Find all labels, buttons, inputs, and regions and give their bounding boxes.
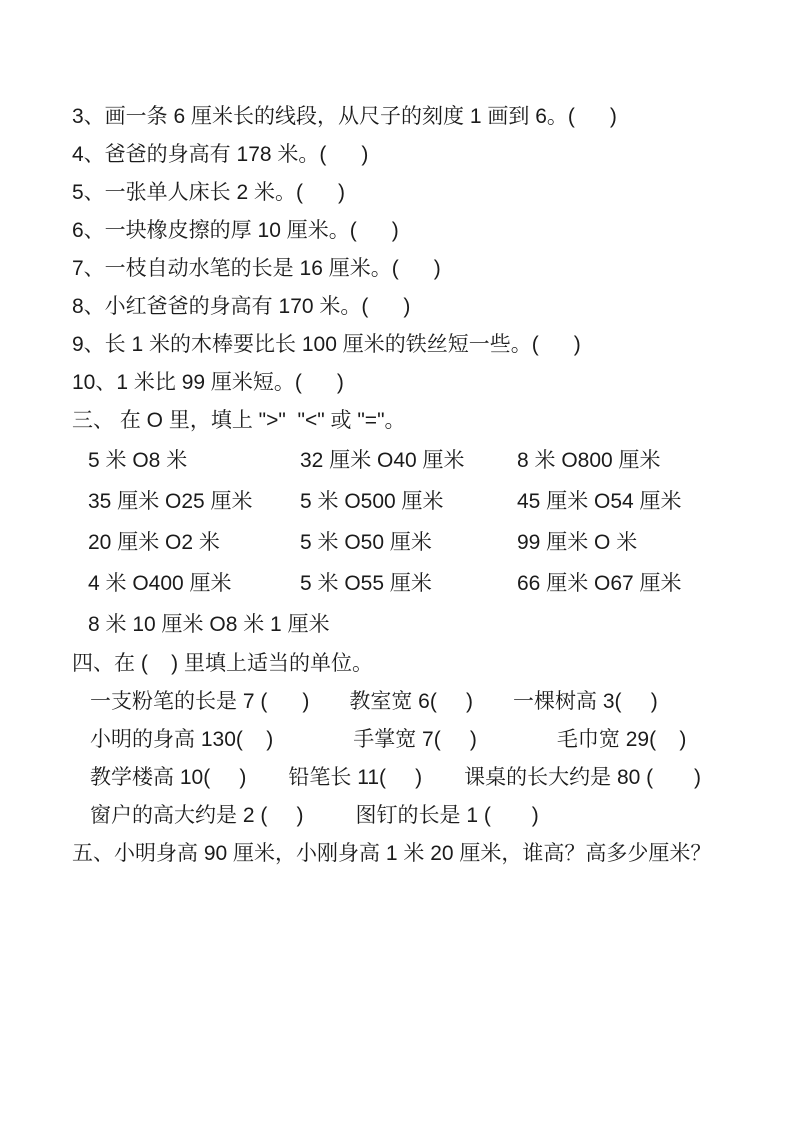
compare-item: 5 米 O8 米 [88,449,188,472]
compare-item: 8 米 O800 厘米 [517,449,661,472]
true-false-item-9: 9、长 1 米的木棒要比长 100 厘米的铁丝短一些。( ) [72,333,581,356]
compare-item: 66 厘米 O67 厘米 [517,572,682,595]
unit-item: 手掌宽 7( ) [353,728,477,751]
unit-item: 毛巾宽 29( ) [556,728,687,751]
unit-item: 铅笔长 11( ) [288,766,423,789]
unit-row [72,797,745,835]
compare-item: 32 厘米 O40 厘米 [300,449,465,472]
word-problem: 五、小明身高 90 厘米，小刚身高 1 米 20 厘米，谁高？高多少厘米？ [72,842,712,865]
unit-item: 图钉的长是 1 ( ) [355,804,539,827]
compare-item: 4 米 O400 厘米 [88,572,232,595]
unit-item: 教室宽 6( ) [349,690,474,713]
unit-item: 教学楼高 10( ) [90,766,247,789]
compare-item: 5 米 O50 厘米 [300,531,432,554]
unit-row [72,721,745,759]
true-false-item-7: 7、一枝自动水笔的长是 16 厘米。( ) [72,257,441,280]
true-false-item-10: 10、1 米比 99 厘米短。( ) [72,371,344,394]
compare-item-full: 8 米 10 厘米 O8 米 1 厘米 [88,613,330,636]
section-three-heading: 三、 在 O 里，填上 ">" "<" 或 "="。 [72,409,406,432]
compare-item: 99 厘米 O 米 [517,531,638,554]
compare-item: 20 厘米 O2 米 [88,531,220,554]
compare-item: 5 米 O55 厘米 [300,572,432,595]
compare-item: 35 厘米 O25 厘米 [88,490,253,513]
true-false-item-6: 6、一块橡皮擦的厚 10 厘米。( ) [72,219,399,242]
compare-item: 5 米 O500 厘米 [300,490,444,513]
unit-row [72,683,745,721]
true-false-item-8: 8、小红爸爸的身高有 170 米。( ) [72,295,411,318]
compare-item: 45 厘米 O54 厘米 [517,490,682,513]
true-false-item-3: 3、画一条 6 厘米长的线段，从尺子的刻度 1 画到 6。( ) [72,105,617,128]
unit-item: 一支粉笔的长是 7 ( ) [90,690,310,713]
section-four-heading: 四、在 ( ) 里填上适当的单位。 [72,652,373,675]
unit-item: 课桌的长大约是 80 ( ) [464,766,702,789]
unit-item: 窗户的高大约是 2 ( ) [90,804,304,827]
true-false-item-5: 5、一张单人床长 2 米。( ) [72,181,346,204]
comparison-grid [72,440,745,645]
true-false-item-4: 4、爸爸的身高有 178 米。( ) [72,143,369,166]
unit-item: 小明的身高 130( ) [90,728,274,751]
unit-row [72,759,745,797]
worksheet-content [72,98,745,873]
unit-item: 一棵树高 3( ) [513,690,658,713]
